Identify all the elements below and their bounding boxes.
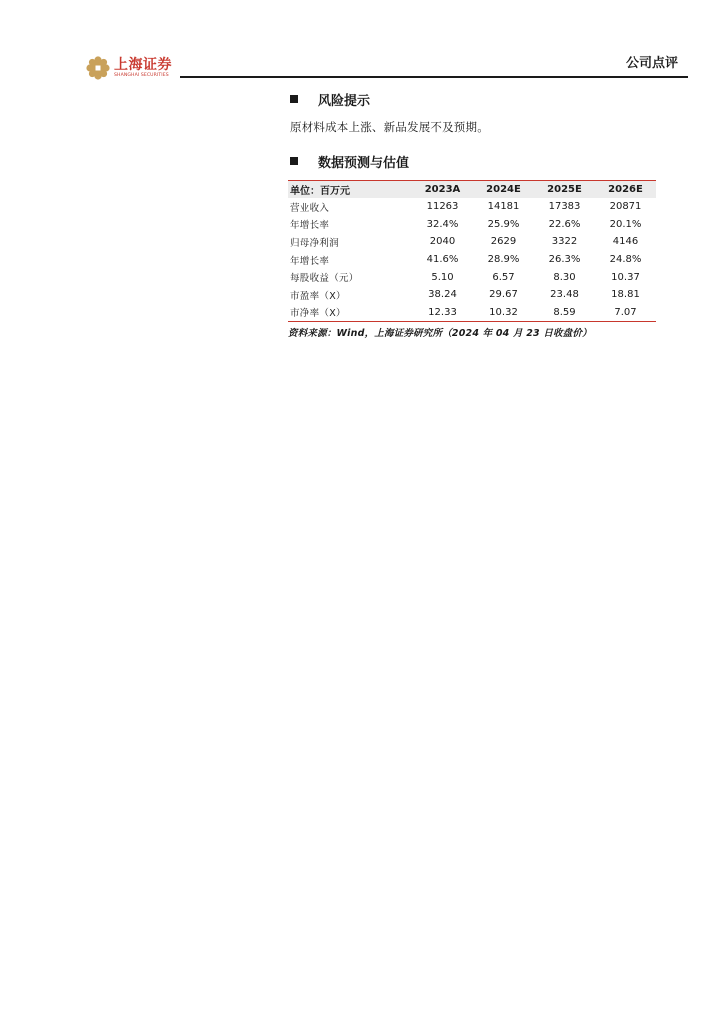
table-row	[288, 198, 656, 216]
table-row	[288, 268, 656, 286]
logo-emblem-icon	[86, 56, 110, 80]
table-cell: 24.8%	[609, 254, 642, 266]
table-cell: 7.07	[595, 304, 656, 322]
table-cell: 14181	[487, 201, 520, 213]
table-unit-label: 单位：百万元	[290, 186, 350, 197]
row-label: 每股收益（元）	[290, 273, 359, 285]
table-cell: 26.3%	[548, 254, 581, 266]
table-row	[288, 286, 656, 304]
brand-name-en: SHANGHAI SECURITIES	[114, 72, 169, 78]
table-row	[288, 304, 656, 322]
section-risk-heading	[288, 88, 656, 110]
table-cell: 29.67	[489, 289, 518, 301]
row-label: 营业收入	[290, 202, 330, 214]
table-row	[288, 251, 656, 269]
square-bullet-icon	[290, 95, 298, 103]
table-cell: 17383	[548, 201, 581, 213]
table-cell: 11263	[426, 201, 459, 213]
row-label: 年增长率	[290, 255, 330, 267]
main-content	[288, 88, 656, 339]
report-type-label: 公司点评	[625, 56, 678, 71]
square-bullet-icon	[290, 157, 298, 165]
table-cell: 32.4%	[426, 218, 459, 230]
row-label: 市净率（X）	[288, 304, 412, 322]
table-cell: 6.57	[492, 271, 515, 283]
table-row	[288, 233, 656, 251]
table-cell: 25.9%	[487, 218, 520, 230]
table-cell: 18.81	[611, 289, 640, 301]
row-label: 归母净利润	[290, 237, 340, 249]
table-cell: 12.33	[412, 304, 473, 322]
risk-text: 原材料成本上涨、新品发展不及预期。	[290, 120, 489, 134]
table-cell: 23.48	[550, 289, 579, 301]
table-cell: 10.32	[473, 304, 534, 322]
brand-logo	[86, 56, 172, 80]
brand-name-cn: 上海证券	[114, 56, 172, 73]
table-cell: 4146	[612, 236, 639, 248]
column-header: 2025E	[547, 184, 582, 195]
table-cell: 2629	[490, 236, 517, 248]
header-divider	[180, 76, 688, 78]
section-title: 风险提示	[318, 93, 371, 109]
table-cell: 38.24	[428, 289, 457, 301]
table-cell: 10.37	[611, 271, 640, 283]
table-cell: 8.30	[553, 271, 576, 283]
table-header-row	[288, 181, 656, 199]
column-header: 2023A	[424, 184, 461, 195]
table-cell: 41.6%	[426, 254, 459, 266]
table-cell: 28.9%	[487, 254, 520, 266]
table-cell: 8.59	[534, 304, 595, 322]
table-cell: 5.10	[431, 271, 454, 283]
page-header	[0, 0, 724, 82]
table-cell: 3322	[551, 236, 578, 248]
forecast-table	[288, 180, 656, 322]
section-forecast-heading	[288, 150, 656, 172]
table-cell: 2040	[429, 236, 456, 248]
table-cell: 20.1%	[609, 218, 642, 230]
table-row	[288, 216, 656, 234]
row-label: 年增长率	[290, 220, 330, 232]
table-source-note: 资料来源：Wind，上海证券研究所（2024 年 04 月 23 日收盘价）	[288, 328, 592, 340]
section-title: 数据预测与估值	[318, 155, 410, 171]
column-header: 2024E	[486, 184, 521, 195]
row-label: 市盈率（X）	[290, 290, 346, 302]
column-header: 2026E	[608, 184, 643, 195]
table-cell: 20871	[609, 201, 642, 213]
table-cell: 22.6%	[548, 218, 581, 230]
